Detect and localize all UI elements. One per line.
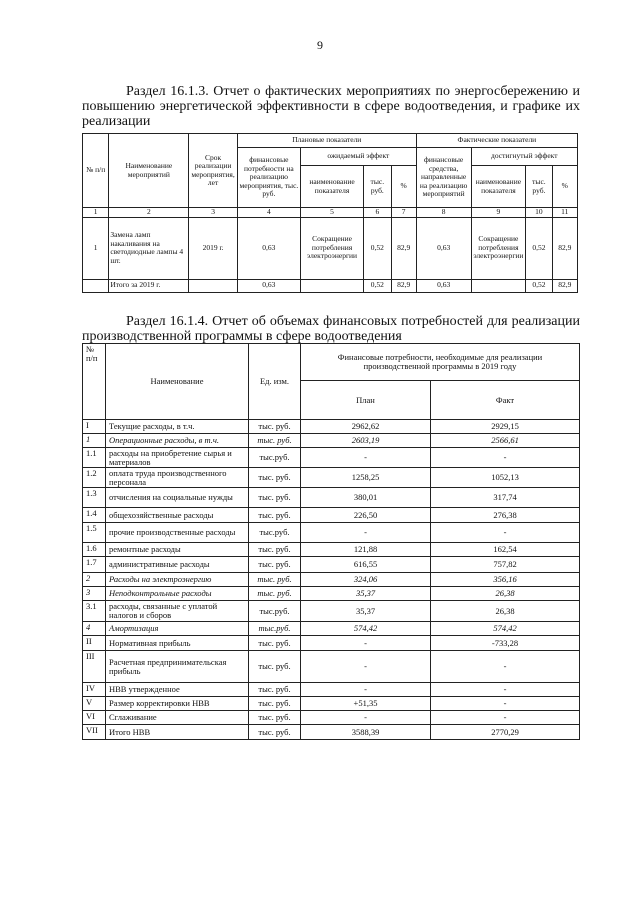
- row-unit: тыс. руб.: [249, 508, 301, 523]
- row-plan: -: [301, 636, 431, 651]
- table-row: [83, 651, 580, 683]
- th-ach-thousand: тыс. руб.: [526, 166, 552, 208]
- row-fact: 2770,29: [431, 725, 580, 740]
- row-num: VI: [83, 711, 106, 725]
- row-fact: -: [431, 523, 580, 543]
- table-row: [83, 636, 580, 651]
- row-num: 3: [83, 587, 106, 601]
- table-row: [83, 587, 580, 601]
- row-fact: 276,38: [431, 508, 580, 523]
- row-name: Нормативная прибыль: [106, 636, 249, 651]
- th-exp-pct: %: [391, 166, 416, 208]
- table-row: [83, 573, 580, 587]
- th-planned: Плановые показатели: [237, 134, 416, 148]
- th-exp-name: наименование показателя: [300, 166, 363, 208]
- row-fact: -733,28: [431, 636, 580, 651]
- total-ach-pct: 82,9: [552, 279, 577, 292]
- table-row: [83, 725, 580, 740]
- table-row: [83, 711, 580, 725]
- row-unit: тыс. руб.: [249, 587, 301, 601]
- row-plan: 324,06: [301, 573, 431, 587]
- row-name: расходы, связанные с уплатой налогов и сборов: [106, 601, 249, 622]
- row-num: 2: [83, 573, 106, 587]
- th-act-fin: финансовые средства, направленные на реализацию мероприятий: [416, 148, 471, 208]
- row-plan: 616,55: [301, 557, 431, 573]
- row-name: Замена ламп накаливания на светодиодные лампы 4 шт.: [109, 217, 189, 279]
- row-plan: 574,42: [301, 622, 431, 636]
- row-name: Амортизация: [106, 622, 249, 636]
- col-number: 4: [237, 208, 300, 218]
- table-row: [83, 434, 580, 448]
- row-fact: 2929,15: [431, 420, 580, 434]
- row-act-fin: 0,63: [416, 217, 471, 279]
- col-number: 9: [471, 208, 526, 218]
- th-ach-name: наименование показателя: [471, 166, 526, 208]
- row-name: общехозяйственные расходы: [106, 508, 249, 523]
- th-num: № п/п: [83, 344, 106, 420]
- row-unit: тыс. руб.: [249, 725, 301, 740]
- row-name: административные расходы: [106, 557, 249, 573]
- row-plan: 35,37: [301, 601, 431, 622]
- th-unit: Ед. изм.: [249, 344, 301, 420]
- row-num: 1: [83, 217, 109, 279]
- section-1613-heading: Раздел 16.1.3. Отчет о фактических мероприятиях по энергосбережению и повышению энергетической эффективности в сфере водоотведения, и графике их реализации: [82, 84, 580, 129]
- row-plan: 2962,62: [301, 420, 431, 434]
- row-plan: 35,37: [301, 587, 431, 601]
- row-name: Операционные расходы, в т.ч.: [106, 434, 249, 448]
- th-expected-effect: ожидаемый эффект: [300, 148, 416, 166]
- row-num: III: [83, 651, 106, 683]
- th-num: № п/п: [83, 134, 109, 208]
- row-plan: 1258,25: [301, 468, 431, 488]
- row-plan: -: [301, 711, 431, 725]
- th-name: Наименование: [106, 344, 249, 420]
- row-plan: -: [301, 651, 431, 683]
- row-fact: 356,16: [431, 573, 580, 587]
- row-fact: -: [431, 448, 580, 468]
- total-label: Итого за 2019 г.: [109, 279, 189, 292]
- row-unit: тыс.руб.: [249, 448, 301, 468]
- row-fact: -: [431, 683, 580, 697]
- row-plan: 380,01: [301, 488, 431, 508]
- row-unit: тыс. руб.: [249, 488, 301, 508]
- table-row: [83, 601, 580, 622]
- table-row: [83, 420, 580, 434]
- row-unit: тыс.руб.: [249, 601, 301, 622]
- row-fact: 757,82: [431, 557, 580, 573]
- col-number: 10: [526, 208, 552, 218]
- row-unit: тыс. руб.: [249, 711, 301, 725]
- col-number: 11: [552, 208, 577, 218]
- row-plan: -: [301, 523, 431, 543]
- table-row: [83, 683, 580, 697]
- total-exp-thousand: 0,52: [364, 279, 391, 292]
- row-name: Итого НВВ: [106, 725, 249, 740]
- col-number: 7: [391, 208, 416, 218]
- row-plan: 226,50: [301, 508, 431, 523]
- column-numbers-row: [83, 208, 578, 218]
- th-ach-pct: %: [552, 166, 577, 208]
- col-number: 6: [364, 208, 391, 218]
- row-unit: тыс. руб.: [249, 573, 301, 587]
- col-number: 2: [109, 208, 189, 218]
- row-fact: 162,54: [431, 543, 580, 557]
- row-plan-fin: 0,63: [237, 217, 300, 279]
- row-term: 2019 г.: [189, 217, 237, 279]
- row-unit: тыс. руб.: [249, 557, 301, 573]
- row-exp-name: Сокращение потребления электроэнергии: [300, 217, 363, 279]
- table-row: [83, 697, 580, 711]
- th-actual: Фактические показатели: [416, 134, 577, 148]
- row-fact: 26,38: [431, 601, 580, 622]
- row-fact: 1052,13: [431, 468, 580, 488]
- col-number: 3: [189, 208, 237, 218]
- total-exp-pct: 82,9: [391, 279, 416, 292]
- row-plan: -: [301, 448, 431, 468]
- row-ach-thousand: 0,52: [526, 217, 552, 279]
- row-num: 4: [83, 622, 106, 636]
- row-plan: -: [301, 683, 431, 697]
- col-number: 1: [83, 208, 109, 218]
- row-num: IV: [83, 683, 106, 697]
- row-ach-name: Сокращение потребления электроэнергии: [471, 217, 526, 279]
- row-num: 1.3: [83, 488, 106, 508]
- table-row: [83, 508, 580, 523]
- page-number: 9: [317, 38, 323, 52]
- table-row: [83, 468, 580, 488]
- row-plan: 2603,19: [301, 434, 431, 448]
- table-row: [83, 523, 580, 543]
- row-unit: тыс. руб.: [249, 434, 301, 448]
- row-fact: -: [431, 711, 580, 725]
- row-num: 3.1: [83, 601, 106, 622]
- row-unit: тыс. руб.: [249, 543, 301, 557]
- total-ach-thousand: 0,52: [526, 279, 552, 292]
- th-achieved-effect: достигнутый эффект: [471, 148, 577, 166]
- table-row: [83, 217, 578, 279]
- energy-saving-measures-table: [82, 133, 578, 293]
- th-needs: Финансовые потребности, необходимые для реализации производственной программы в 2019 году: [301, 344, 580, 381]
- row-fact: 2566,61: [431, 434, 580, 448]
- row-ach-pct: 82,9: [552, 217, 577, 279]
- row-num: 1.5: [83, 523, 106, 543]
- th-name: Наименование мероприятий: [109, 134, 189, 208]
- row-name: Размер корректировки НВВ: [106, 697, 249, 711]
- row-num: VII: [83, 725, 106, 740]
- row-name: ремонтные расходы: [106, 543, 249, 557]
- row-name: Расчетная предпринимательская прибыль: [106, 651, 249, 683]
- row-name: расходы на приобретение сырья и материалов: [106, 448, 249, 468]
- row-fact: 26,38: [431, 587, 580, 601]
- total-act-fin: 0,63: [416, 279, 471, 292]
- row-name: Сглаживание: [106, 711, 249, 725]
- row-name: Расходы на электроэнергию: [106, 573, 249, 587]
- row-unit: тыс. руб.: [249, 636, 301, 651]
- row-num: 1.4: [83, 508, 106, 523]
- row-plan: 121,88: [301, 543, 431, 557]
- row-name: Текущие расходы, в т.ч.: [106, 420, 249, 434]
- th-fact: Факт: [431, 381, 580, 420]
- financial-needs-table: [82, 343, 580, 740]
- col-number: 5: [300, 208, 363, 218]
- col-number: 8: [416, 208, 471, 218]
- row-plan: +51,35: [301, 697, 431, 711]
- row-plan: 3588,39: [301, 725, 431, 740]
- row-num: I: [83, 420, 106, 434]
- row-name: прочие производственные расходы: [106, 523, 249, 543]
- row-name: НВВ утвержденное: [106, 683, 249, 697]
- row-num: V: [83, 697, 106, 711]
- row-num: II: [83, 636, 106, 651]
- th-term: Срок реализации мероприятия, лет: [189, 134, 237, 208]
- table-row: [83, 448, 580, 468]
- row-num: 1.2: [83, 468, 106, 488]
- row-name: оплата труда производственного персонала: [106, 468, 249, 488]
- table-row: [83, 543, 580, 557]
- row-fact: 574,42: [431, 622, 580, 636]
- row-unit: тыс.руб.: [249, 523, 301, 543]
- row-name: отчисления на социальные нужды: [106, 488, 249, 508]
- row-num: 1.1: [83, 448, 106, 468]
- row-unit: тыс. руб.: [249, 420, 301, 434]
- row-num: 1.6: [83, 543, 106, 557]
- row-unit: тыс. руб.: [249, 697, 301, 711]
- th-exp-thousand: тыс. руб.: [364, 166, 391, 208]
- row-num: 1.7: [83, 557, 106, 573]
- row-fact: -: [431, 697, 580, 711]
- row-unit: тыс. руб.: [249, 468, 301, 488]
- row-unit: тыс.руб.: [249, 622, 301, 636]
- row-fact: -: [431, 651, 580, 683]
- row-fact: 317,74: [431, 488, 580, 508]
- total-row: [83, 279, 578, 292]
- table-row: [83, 557, 580, 573]
- row-unit: тыс. руб.: [249, 683, 301, 697]
- th-plan-fin: финансовые потребности на реализацию мероприятия, тыс. руб.: [237, 148, 300, 208]
- total-plan-fin: 0,63: [237, 279, 300, 292]
- row-exp-pct: 82,9: [391, 217, 416, 279]
- table-row: [83, 488, 580, 508]
- row-num: 1: [83, 434, 106, 448]
- row-name: Неподконтрольные расходы: [106, 587, 249, 601]
- th-plan: План: [301, 381, 431, 420]
- section-1614-heading: Раздел 16.1.4. Отчет об объемах финансовых потребностей для реализации производственной программы в сфере водоотведения: [82, 314, 580, 344]
- row-exp-thousand: 0,52: [364, 217, 391, 279]
- row-unit: тыс. руб.: [249, 651, 301, 683]
- table-row: [83, 622, 580, 636]
